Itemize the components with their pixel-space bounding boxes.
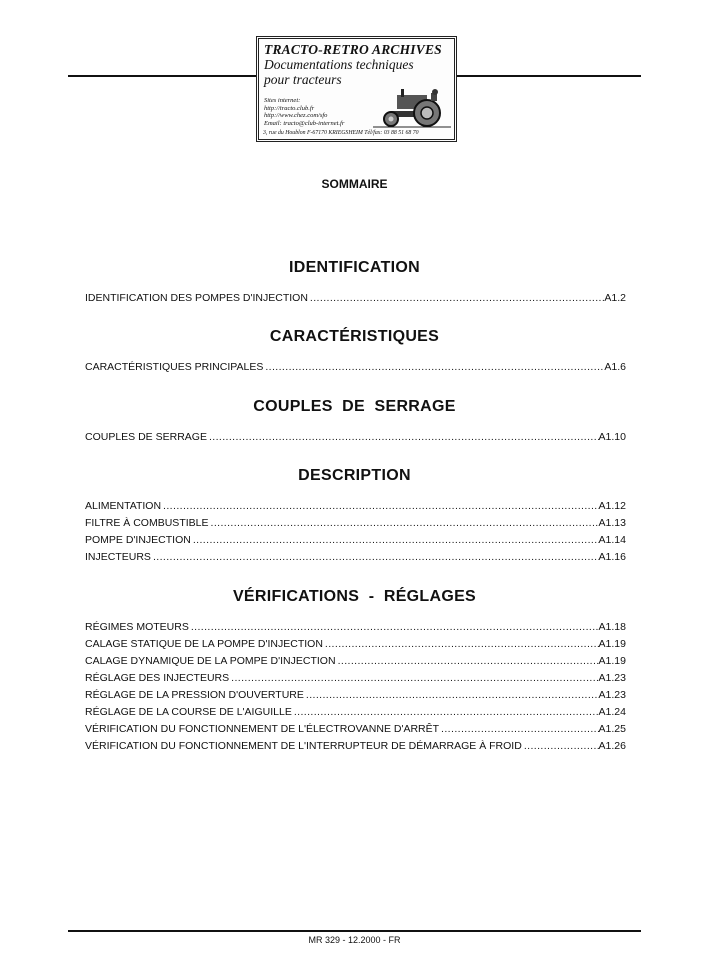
toc-entry-label: CALAGE STATIQUE DE LA POMPE D'INJECTION xyxy=(85,638,323,650)
toc-dot-leader xyxy=(308,292,604,304)
toc-entry xyxy=(85,292,626,307)
toc-entry-page: A1.18 xyxy=(598,621,626,633)
toc-dot-leader xyxy=(336,655,599,667)
toc-entry-label: RÉGLAGE DE LA PRESSION D'OUVERTURE xyxy=(85,689,304,701)
toc-entry-label: VÉRIFICATION DU FONCTIONNEMENT DE L'ÉLECTROVANNE D'ARRÊT xyxy=(85,723,440,735)
toc-dot-leader xyxy=(304,689,599,701)
toc-entry-page: A1.13 xyxy=(598,517,626,529)
toc-entry-page: A1.25 xyxy=(598,723,626,735)
logo-site-2: http://www.chez.com/sfo xyxy=(264,112,328,120)
toc-dot-leader xyxy=(151,551,599,563)
toc-entry-label: RÉGIMES MOTEURS xyxy=(85,621,189,633)
toc-entry xyxy=(85,638,626,653)
toc-entry-page: A1.26 xyxy=(598,740,626,752)
toc-entry xyxy=(85,517,626,532)
toc-entry-label: POMPE D'INJECTION xyxy=(85,534,191,546)
toc-dot-leader xyxy=(209,517,599,529)
tractor-icon xyxy=(371,87,453,129)
toc-entry xyxy=(85,740,626,755)
toc-dot-leader xyxy=(191,534,599,546)
toc-entry-page: A1.19 xyxy=(598,638,626,650)
toc-entry-label: CARACTÉRISTIQUES PRINCIPALES xyxy=(85,361,264,373)
toc-entry-label: COUPLES DE SERRAGE xyxy=(85,431,207,443)
toc-entry-page: A1.24 xyxy=(598,706,626,718)
toc-entry-label: FILTRE À COMBUSTIBLE xyxy=(85,517,209,529)
footer-reference: MR 329 - 12.2000 - FR xyxy=(308,935,401,945)
archive-logo xyxy=(256,36,457,142)
section-title-description: DESCRIPTION xyxy=(298,467,411,484)
toc-entry-page: A1.23 xyxy=(598,672,626,684)
logo-line-2: Documentations techniques xyxy=(264,57,414,72)
toc-entry-page: A1.10 xyxy=(598,431,626,443)
toc-entry-label: VÉRIFICATION DU FONCTIONNEMENT DE L'INTERRUPTEUR DE DÉMARRAGE À FROID xyxy=(85,740,522,752)
toc-entry xyxy=(85,655,626,670)
toc-entry-label: RÉGLAGE DES INJECTEURS xyxy=(85,672,230,684)
toc-entry-page: A1.19 xyxy=(598,655,626,667)
logo-line-3: pour tracteurs xyxy=(264,72,342,87)
header-rule-right xyxy=(457,75,641,77)
footer-rule xyxy=(68,930,641,932)
toc-dot-leader xyxy=(229,672,598,684)
toc-entry-label: CALAGE DYNAMIQUE DE LA POMPE D'INJECTION xyxy=(85,655,336,667)
toc-entry-label: RÉGLAGE DE LA COURSE DE L'AIGUILLE xyxy=(85,706,292,718)
toc-entry-page: A1.23 xyxy=(598,689,626,701)
toc-entry-page: A1.12 xyxy=(598,500,626,512)
toc-entry xyxy=(85,621,626,636)
logo-line-1: TRACTO-RETRO ARCHIVES xyxy=(264,42,442,57)
toc-dot-leader xyxy=(189,621,599,633)
toc-entry-page: A1.16 xyxy=(598,551,626,563)
logo-sites-label: Sites internet: xyxy=(264,97,301,104)
toc-dot-leader xyxy=(161,500,599,512)
toc-entry xyxy=(85,551,626,566)
toc-entry xyxy=(85,672,626,687)
logo-site-1: http://tracto.club.fr xyxy=(264,104,315,112)
section-title-verifications-reglages: VÉRIFICATIONS - RÉGLAGES xyxy=(232,588,477,605)
toc-entry-page: A1.6 xyxy=(604,361,626,373)
toc-entry-page: A1.14 xyxy=(598,534,626,546)
toc-dot-leader xyxy=(323,638,599,650)
toc-entry-label: IDENTIFICATION DES POMPES D'INJECTION xyxy=(85,292,308,304)
toc-entry-label: INJECTEURS xyxy=(85,551,151,563)
logo-email: Email: tracto@club-internet.fr xyxy=(264,119,345,127)
toc-entry xyxy=(85,534,626,549)
logo-contact xyxy=(264,97,344,127)
toc-entry xyxy=(85,361,626,376)
section-title-identification: IDENTIFICATION xyxy=(288,259,420,276)
toc-entry xyxy=(85,500,626,515)
toc-dot-leader xyxy=(207,431,599,443)
page-title: SOMMAIRE xyxy=(321,177,388,191)
section-title-couples-de-serrage: COUPLES DE SERRAGE xyxy=(253,398,456,415)
toc-dot-leader xyxy=(439,723,599,735)
header-rule-left xyxy=(68,75,256,77)
toc-entry-label: ALIMENTATION xyxy=(85,500,162,512)
toc-entry xyxy=(85,431,626,446)
toc-entry xyxy=(85,689,626,704)
toc-dot-leader xyxy=(522,740,599,752)
toc-dot-leader xyxy=(263,361,604,373)
section-title-caracteristiques: CARACTÉRISTIQUES xyxy=(269,328,440,345)
toc-entry xyxy=(85,706,626,721)
logo-address: 3, rue du Houblon F-67170 KRIEGSHEIM Tél/fax: 03 88 51 68 70 xyxy=(263,130,419,136)
toc-dot-leader xyxy=(292,706,599,718)
toc-entry-page: A1.2 xyxy=(604,292,626,304)
toc-entry xyxy=(85,723,626,738)
